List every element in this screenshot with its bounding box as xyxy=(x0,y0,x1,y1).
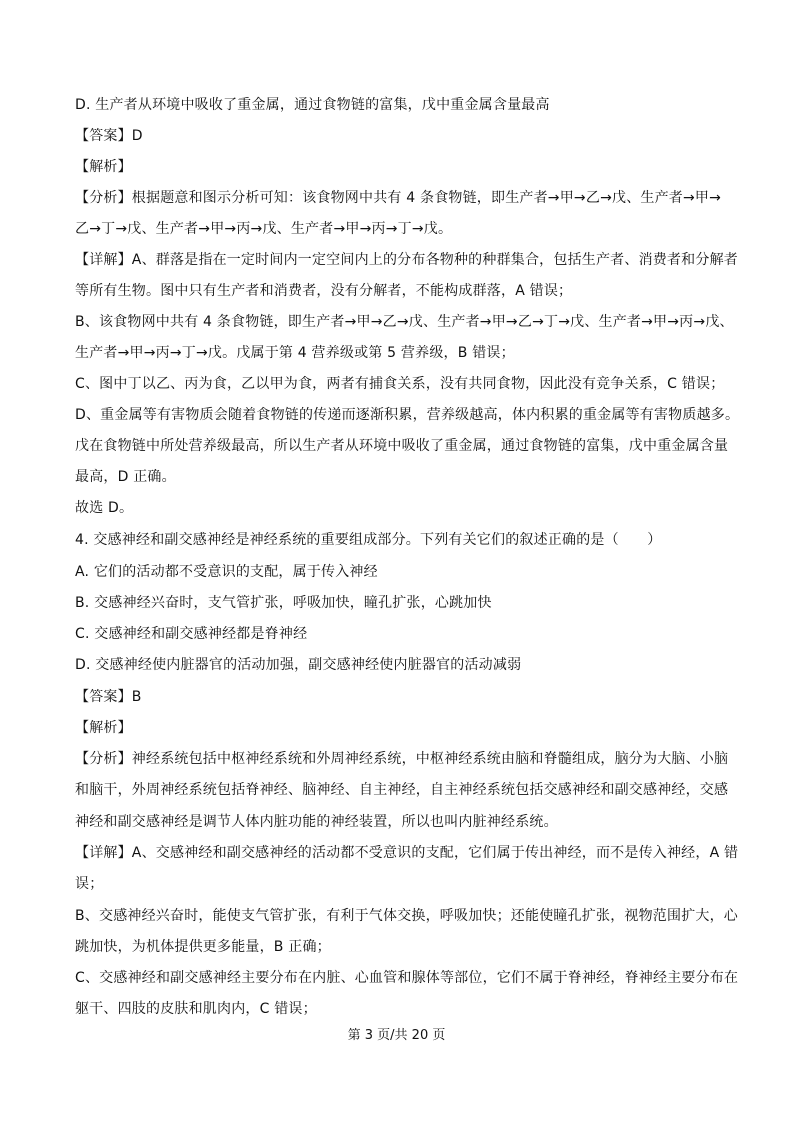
text-line: 误； xyxy=(75,876,104,892)
text-line: C、图中丁以乙、丙为食，乙以甲为食，两者有捕食关系，没有共同食物，因此没有竞争关系，C 错误； xyxy=(75,376,725,392)
question-stem: 4. 交感神经和副交感神经是神经系统的重要组成部分。下列有关它们的叙述正确的是（ ） xyxy=(75,532,662,548)
option-d: D. 交感神经使内脏器官的活动加强，副交感神经使内脏器官的活动减弱 xyxy=(75,657,522,673)
text-line: C、交感神经和副交感神经主要分布在内脏、心血管和腺体等部位，它们不属于脊神经，脊神经主要分布在 xyxy=(75,970,739,986)
text-line: 【详解】A、交感神经和副交感神经的活动都不受意识的支配，它们属于传出神经，而不是传入神经，A 错 xyxy=(75,845,739,861)
text-line: B、交感神经兴奋时，能使支气管扩张，有利于气体交换，呼吸加快；还能使瞳孔扩张，视物范围扩大，心 xyxy=(75,908,739,924)
text-line: 最高，D 正确。 xyxy=(75,469,176,485)
text-line: 【分析】神经系统包括中枢神经系统和外周神经系统，中枢神经系统由脑和脊髓组成，脑分为大脑、小脑 xyxy=(75,751,729,767)
answer-label: 【答案】D xyxy=(75,128,143,144)
text-line: 跳加快，为机体提供更多能量，B 正确； xyxy=(75,939,331,955)
option-b: B. 交感神经兴奋时，支气管扩张，呼吸加快，瞳孔扩张，心跳加快 xyxy=(75,595,492,611)
text-line: 【详解】A、群落是指在一定时间内一定空间内上的分布各物种的种群集合，包括生产者、消费者和分解者 xyxy=(75,252,738,268)
text-line: 躯干、四肢的皮肤和肌肉内，C 错误； xyxy=(75,1001,317,1017)
text-line: D. 生产者从环境中吸收了重金属，通过食物链的富集，戊中重金属含量最高 xyxy=(75,97,550,113)
text-line: 和脑干，外周神经系统包括脊神经、脑神经、自主神经，自主神经系统包括交感神经和副交感神经，交感 xyxy=(75,782,729,798)
analysis-label: 【解析】 xyxy=(75,720,132,736)
text-line: 乙→丁→戊、生产者→甲→丙→戊、生产者→甲→丙→丁→戊。 xyxy=(75,221,453,237)
text-line: 神经和副交感神经是调节人体内脏功能的神经装置，所以也叫内脏神经系统。 xyxy=(75,814,558,830)
text-line: 等所有生物。图中只有生产者和消费者，没有分解者，不能构成群落，A 错误； xyxy=(75,283,573,299)
text-line: 故选 D。 xyxy=(75,500,134,516)
text-line: D、重金属等有害物质会随着食物链的传递而逐渐积累，营养级越高，体内积累的重金属等有害物质越多。 xyxy=(75,407,740,423)
text-line: 生产者→甲→丙→丁→戊。戊属于第 4 营养级或第 5 营养级，B 错误； xyxy=(75,345,515,361)
option-c: C. 交感神经和副交感神经都是脊神经 xyxy=(75,626,308,642)
analysis-label: 【解析】 xyxy=(75,159,132,175)
page-number: 第 3 页/共 20 页 xyxy=(347,1028,446,1043)
answer-label: 【答案】B xyxy=(75,689,142,705)
text-line: B、该食物网中共有 4 条食物链，即生产者→甲→乙→戊、生产者→甲→乙→丁→戊、生产者→甲→丙→戊、 xyxy=(75,314,734,330)
text-line: 戊在食物链中所处营养级最高，所以生产者从环境中吸收了重金属，通过食物链的富集，戊中重金属含量 xyxy=(75,438,729,454)
text-line: 【分析】根据题意和图示分析可知：该食物网中共有 4 条食物链，即生产者→甲→乙→戊、生产者→甲→ xyxy=(75,190,722,206)
option-a: A. 它们的活动都不受意识的支配，属于传入神经 xyxy=(75,564,378,580)
